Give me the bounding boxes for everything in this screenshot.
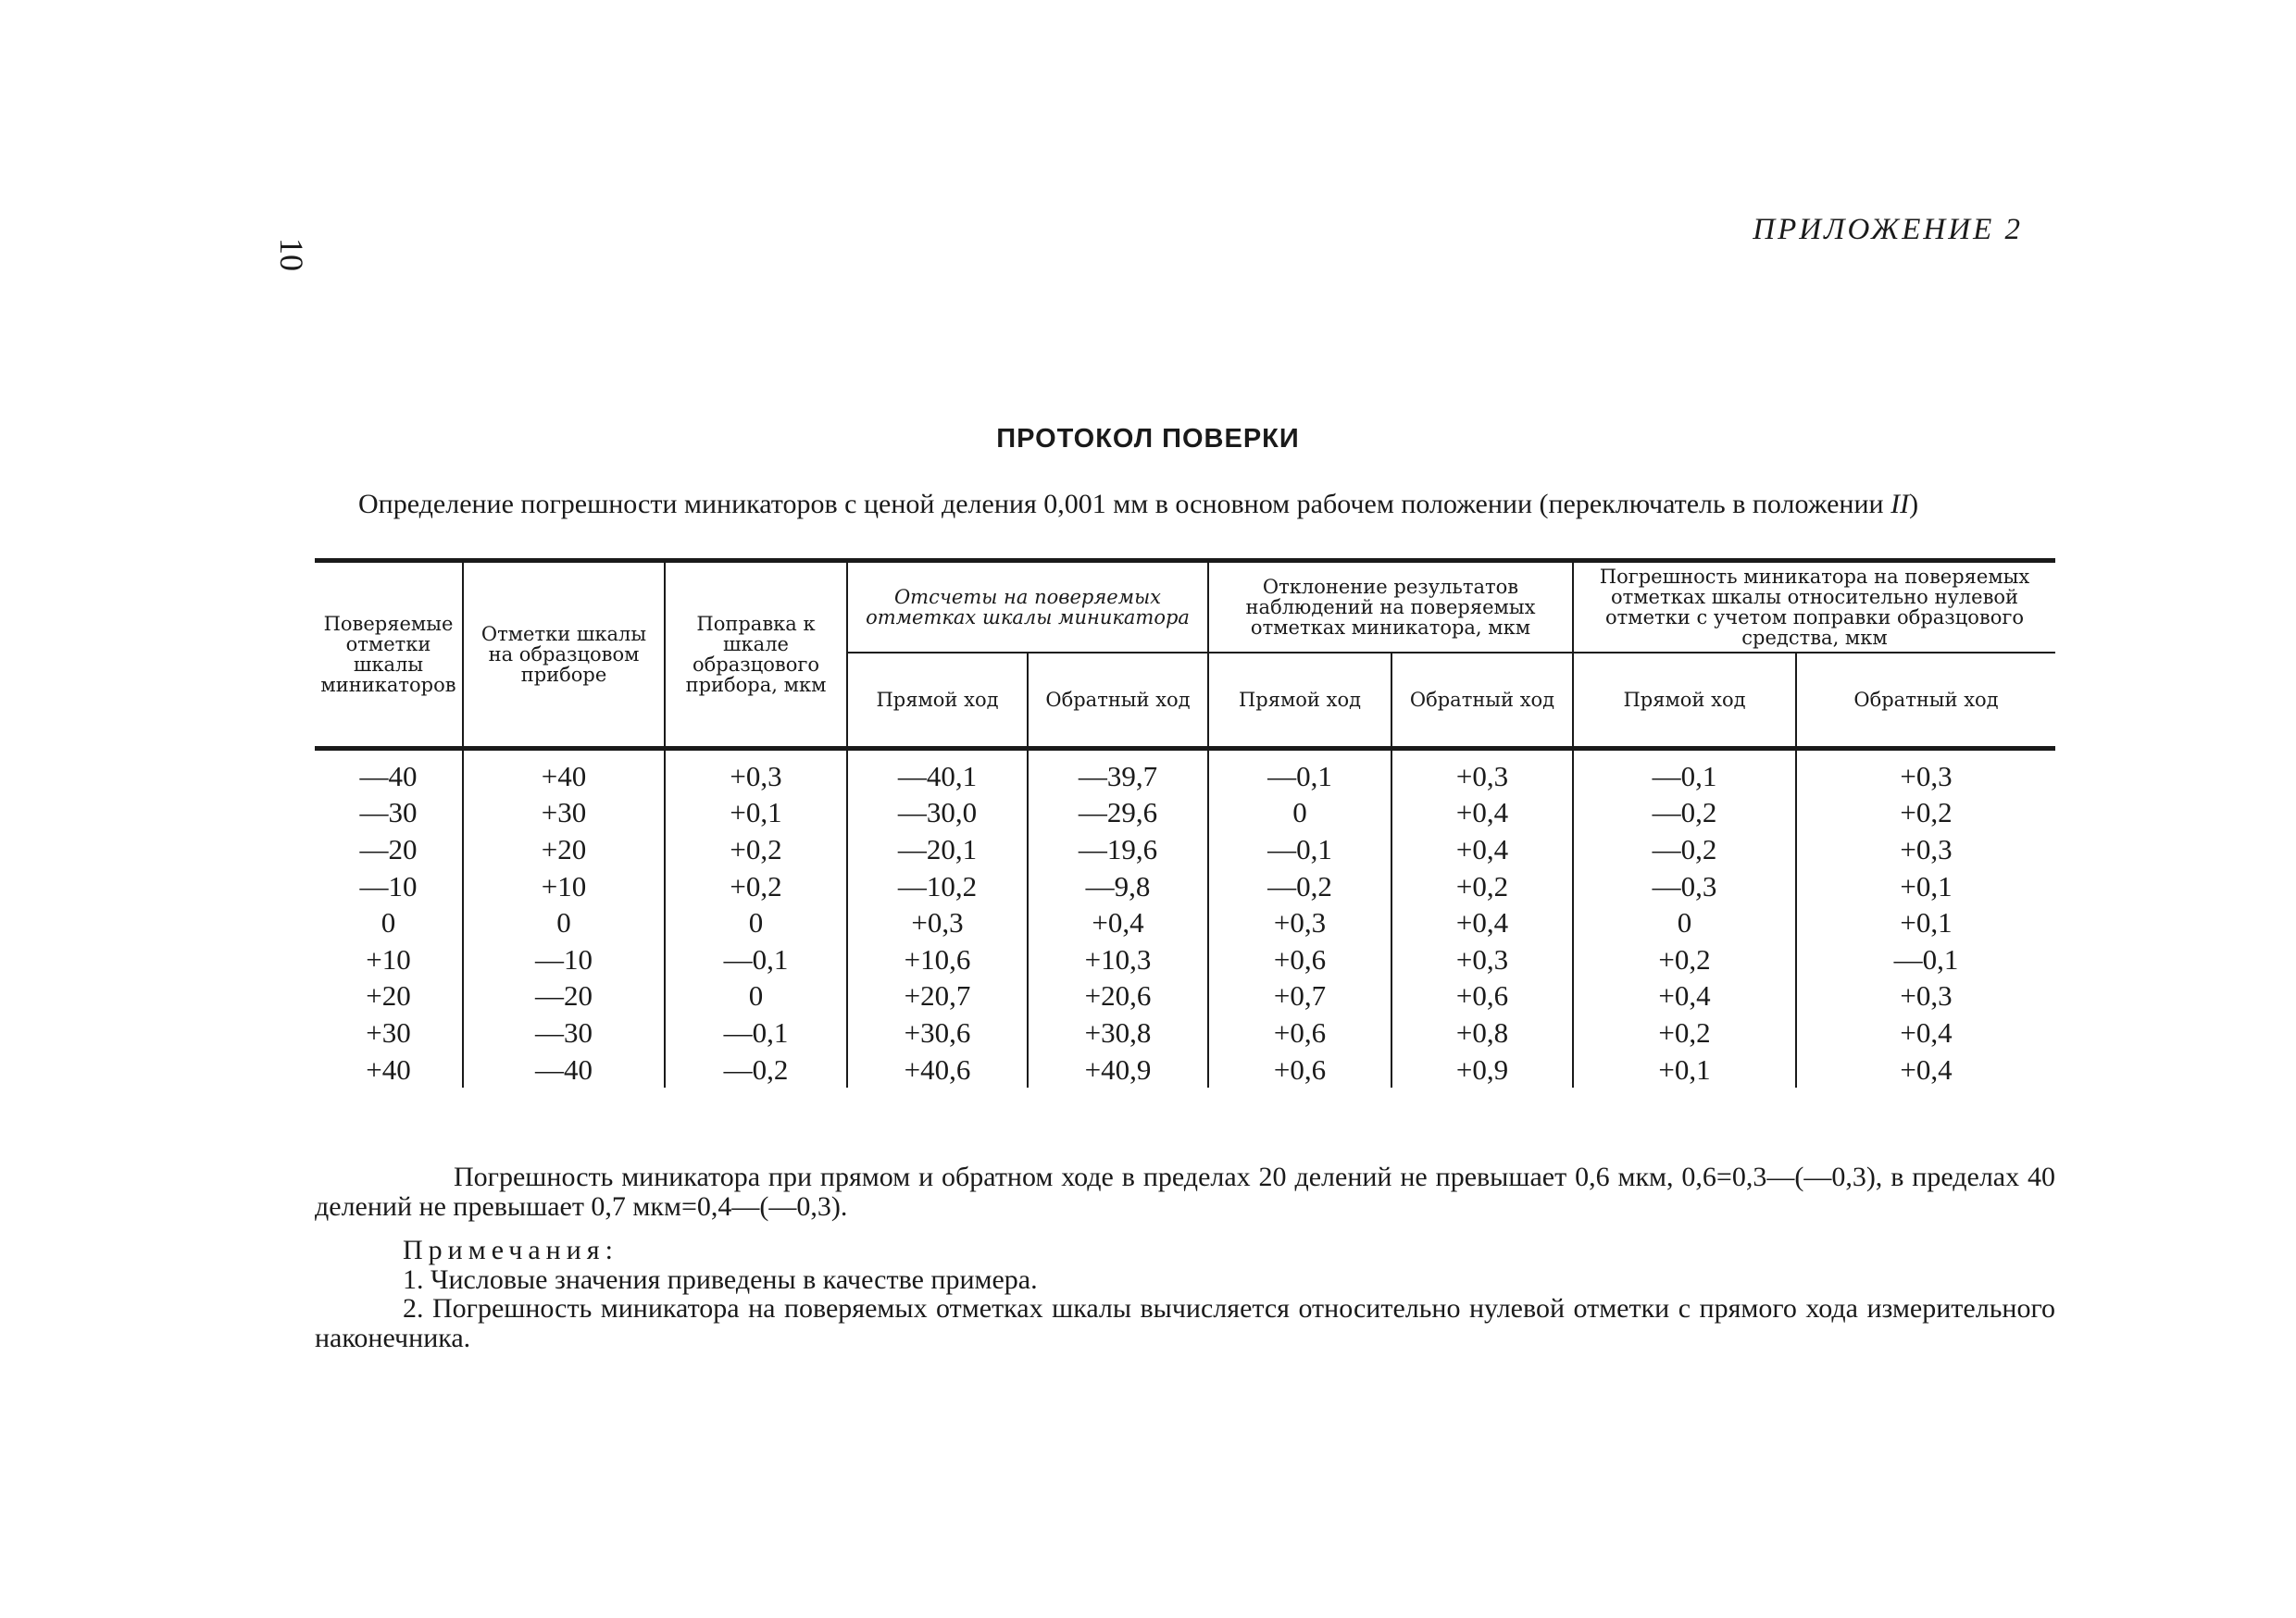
table-cell: +20,6 <box>1028 978 1208 1015</box>
table-row <box>315 1014 2055 1052</box>
table-cell: —40 <box>463 1052 665 1089</box>
table-cell: —9,8 <box>1028 868 1208 905</box>
table-cell: —0,1 <box>1796 941 2055 978</box>
table-row <box>315 1052 2055 1089</box>
table-cell: +0,1 <box>1796 868 2055 905</box>
page-number: 10 <box>273 238 310 271</box>
table-cell: 0 <box>463 904 665 941</box>
header-readings-forward: Прямой ход <box>847 653 1028 749</box>
table-cell: +20 <box>463 831 665 868</box>
notes-title: Примечания: <box>403 1235 618 1265</box>
table-cell: +0,6 <box>1208 1052 1391 1089</box>
table-cell: +0,9 <box>1391 1052 1573 1089</box>
table-row <box>315 978 2055 1015</box>
table-cell: —0,3 <box>1573 868 1796 905</box>
table-row <box>315 749 2055 795</box>
table-cell: —0,1 <box>665 1014 847 1052</box>
table-cell: +10 <box>366 942 411 976</box>
table-cell: 0 <box>665 978 847 1015</box>
header-deviation-forward: Прямой ход <box>1208 653 1391 749</box>
appendix-label: ПРИЛОЖЕНИЕ 2 <box>1753 213 2023 246</box>
table-cell: +0,1 <box>665 795 847 832</box>
table-cell: +0,4 <box>1796 1014 2055 1052</box>
protocol-table <box>315 558 2055 1088</box>
table-cell: —10,2 <box>847 868 1028 905</box>
table-cell: —39,7 <box>1028 749 1208 795</box>
intro-close: ) <box>1909 489 1919 519</box>
table-cell: +20 <box>366 979 411 1013</box>
table-cell: +10,3 <box>1028 941 1208 978</box>
table-row <box>315 868 2055 905</box>
table-cell: —30 <box>359 796 418 829</box>
table-cell: —0,1 <box>1208 831 1391 868</box>
table-cell: —19,6 <box>1028 831 1208 868</box>
intro-paragraph <box>315 491 2055 518</box>
table-cell: +0,4 <box>1391 795 1573 832</box>
summary-paragraph: Погрешность миникатора при прямом и обратном ходе в пределах 20 делений не превышает 0,6 мкм, 0,6=0,3—(—0,3), в пределах 40 делений не превышает 0,7 мкм=0,4—(—0,3). <box>315 1162 2055 1222</box>
table-cell: —30 <box>463 1014 665 1052</box>
table-cell: —0,2 <box>1208 868 1391 905</box>
table-cell: +30,8 <box>1028 1014 1208 1052</box>
table-cell: +0,6 <box>1208 1014 1391 1052</box>
table-cell: +10,6 <box>847 941 1028 978</box>
table-row <box>315 831 2055 868</box>
table-cell: +30 <box>366 1015 411 1049</box>
table-cell: +0,4 <box>1028 904 1208 941</box>
table-cell: 0 <box>381 906 396 940</box>
table-cell: +0,4 <box>1391 904 1573 941</box>
table-cell: +40,9 <box>1028 1052 1208 1089</box>
table-cell: +0,2 <box>665 831 847 868</box>
table-cell: +40 <box>463 749 665 795</box>
header-group-deviations: Отклонение результатов наблюдений на поверяемых отметках миникатора, мкм <box>1208 561 1573 653</box>
table-cell: +0,2 <box>1391 868 1573 905</box>
table-cell: —30,0 <box>847 795 1028 832</box>
header-checked-marks: Поверяемые отметки шкалы миникаторов <box>315 561 463 749</box>
table-cell: +0,3 <box>1391 749 1573 795</box>
header-deviation-reverse: Обратный ход <box>1391 653 1573 749</box>
table-cell: —29,6 <box>1028 795 1208 832</box>
table-cell: +30,6 <box>847 1014 1028 1052</box>
table-cell: 0 <box>1573 904 1796 941</box>
header-group-readings: Отсчеты на поверяемых отметках шкалы миникатора <box>847 561 1208 653</box>
table-cell: +0,6 <box>1391 978 1573 1015</box>
intro-text: Определение погрешности миникаторов с ценой деления 0,001 мм в основном рабочем положении (переключатель в положении <box>358 489 1891 519</box>
table-cell: +0,1 <box>1796 904 2055 941</box>
table-row <box>315 904 2055 941</box>
table-cell: —10 <box>463 941 665 978</box>
table-cell: +0,4 <box>1573 978 1796 1015</box>
table-cell: +10 <box>463 868 665 905</box>
table-cell: +0,7 <box>1208 978 1391 1015</box>
table-cell: +0,6 <box>1208 941 1391 978</box>
table-cell: +40 <box>366 1052 411 1086</box>
table-cell: —0,1 <box>1573 749 1796 795</box>
table-cell: —0,1 <box>1208 749 1391 795</box>
table-cell: +0,4 <box>1796 1052 2055 1089</box>
table-cell: —0,2 <box>1573 831 1796 868</box>
table-cell: +0,3 <box>1796 749 2055 795</box>
table-cell: —0,1 <box>665 941 847 978</box>
table-cell: +0,3 <box>847 904 1028 941</box>
table-cell: —20 <box>463 978 665 1015</box>
table-cell: +0,3 <box>665 749 847 795</box>
header-reference-correction: Поправка к шкале образцового прибора, мкм <box>665 561 847 749</box>
table-cell: —20,1 <box>847 831 1028 868</box>
table-cell: 0 <box>665 904 847 941</box>
table-cell: 0 <box>1208 795 1391 832</box>
table-cell: +0,2 <box>1796 795 2055 832</box>
table-cell: —10 <box>359 869 418 902</box>
document-title: ПРОТОКОЛ ПОВЕРКИ <box>996 424 1300 454</box>
header-readings-reverse: Обратный ход <box>1028 653 1208 749</box>
table-row <box>315 941 2055 978</box>
table-cell: +0,2 <box>1573 941 1796 978</box>
table-row <box>315 795 2055 832</box>
header-reference-marks: Отметки шкалы на образцовом приборе <box>463 561 665 749</box>
table-cell: —0,2 <box>1573 795 1796 832</box>
table-cell: +0,3 <box>1208 904 1391 941</box>
table-cell: +0,2 <box>1573 1014 1796 1052</box>
table-cell: +30 <box>463 795 665 832</box>
table-cell: —0,2 <box>665 1052 847 1089</box>
header-group-errors: Погрешность миникатора на поверяемых отметках шкалы относительно нулевой отметки с учетом поправки образцового средства, мкм <box>1573 561 2055 653</box>
table-cell: +40,6 <box>847 1052 1028 1089</box>
intro-position-numeral: II <box>1890 489 1910 519</box>
table-cell: +0,2 <box>665 868 847 905</box>
table-cell: —40,1 <box>847 749 1028 795</box>
table-cell: +0,3 <box>1796 978 2055 1015</box>
table-cell: +0,1 <box>1573 1052 1796 1089</box>
table-cell: +20,7 <box>847 978 1028 1015</box>
table-cell: +0,4 <box>1391 831 1573 868</box>
table-cell: —40 <box>359 759 418 792</box>
header-error-forward: Прямой ход <box>1573 653 1796 749</box>
note-item: 2. Погрешность миникатора на поверяемых отметках шкалы вычисляется относительно нулевой отметки с прямого хода измерительного наконечника. <box>315 1293 2055 1353</box>
table-cell: +0,8 <box>1391 1014 1573 1052</box>
header-error-reverse: Обратный ход <box>1796 653 2055 749</box>
table-cell: —20 <box>359 832 418 865</box>
table-cell: +0,3 <box>1796 831 2055 868</box>
table-cell: +0,3 <box>1391 941 1573 978</box>
note-item: 1. Числовые значения приведены в качестве примера. <box>403 1264 1038 1295</box>
